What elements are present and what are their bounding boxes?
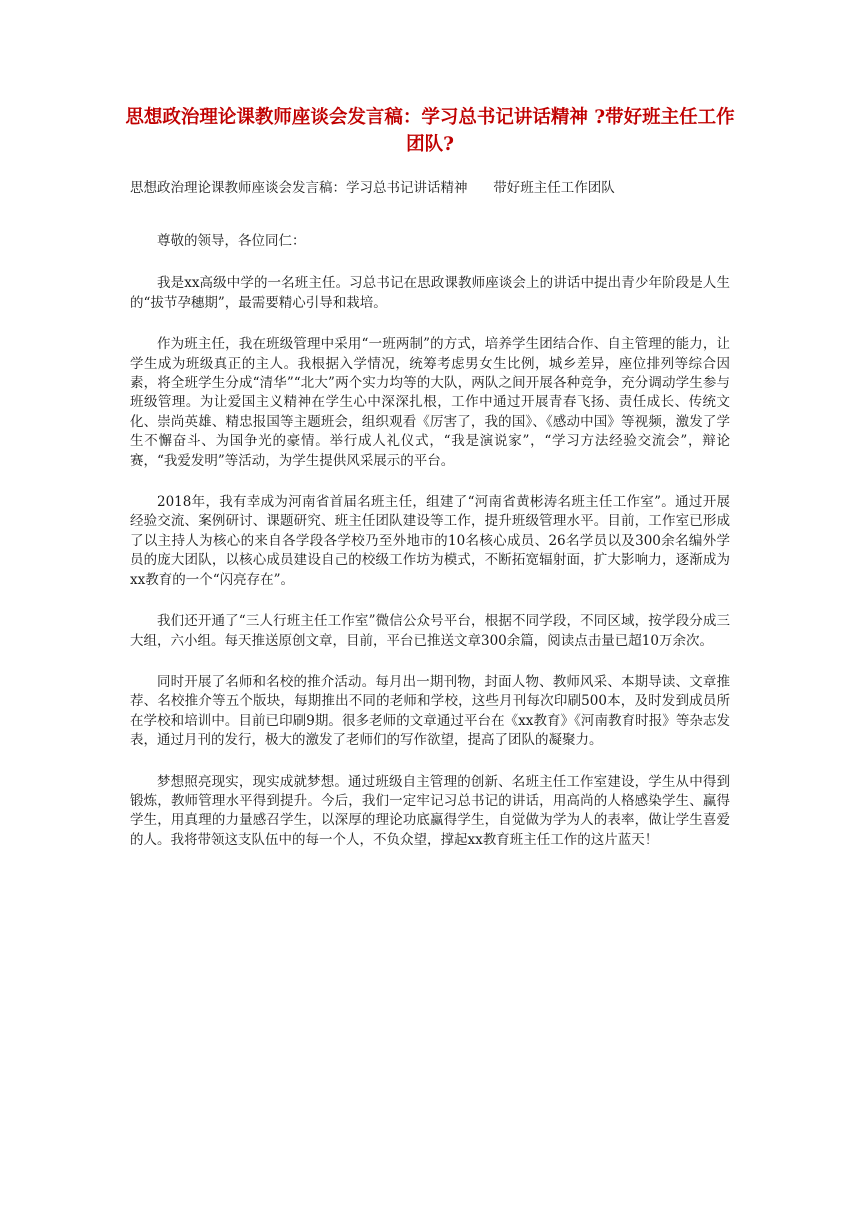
greeting-paragraph: 尊敬的领导，各位同仁： [157, 233, 306, 249]
body-paragraph: 我们还开通了“三人行班主任工作室”微信公众号平台，根据不同学段，不同区域，按学段分成三大组，六小组。每天推送原创文章，目前，平台已推送文章300余篇，阅读点击量已超10万余次。 [130, 613, 730, 649]
document-subtitle: 思想政治理论课教师座谈会发言稿：学习总书记讲话精神 带好班主任工作团队 [130, 180, 615, 196]
body-paragraph: 作为班主任，我在班级管理中采用“一班两制”的方式，培养学生团结合作、自主管理的能力，让学生成为班级真正的主人。我根据入学情况，统筹考虑男女生比例，城乡差异，座位排列等综合因素，将全班学生分成“清华”“北大”两个实力均等的大队，两队之间开展各种竞争，充分调动学生参与班级管理。为让爱国主义精神在学生心中深深扎根，工作中通过开展青春飞扬、责任成长、传统文化、崇尚英雄、精忠报国等主题班会，组织观看《厉害了，我的国》、《感动中国》等视频，激发了学生不懈奋斗、为国争光的豪情。举行成人礼仪式，“我是演说家”，“学习方法经验交流会”，辩论赛，“我爱发明”等活动，为学生提供风采展示的平台。 [130, 336, 730, 469]
body-paragraph: 我是xx高级中学的一名班主任。习总书记在思政课教师座谈会上的讲话中提出青少年阶段是人生的“拔节孕穗期”，最需要精心引导和栽培。 [130, 275, 730, 311]
closing-paragraph: 梦想照亮现实，现实成就梦想。通过班级自主管理的创新、名班主任工作室建设，学生从中得到锻炼，教师管理水平得到提升。今后，我们一定牢记习总书记的讲话，用高尚的人格感染学生、赢得学生，用真理的力量感召学生，以深厚的理论功底赢得学生，自觉做为学为人的表率，做让学生喜爱的人。我将带领这支队伍中的每一个人，不负众望，撑起xx教育班主任工作的这片蓝天！ [130, 773, 730, 848]
body-paragraph: 2018年，我有幸成为河南省首届名班主任，组建了“河南省黄彬涛名班主任工作室”。通过开展经验交流、案例研讨、课题研究、班主任团队建设等工作，提升班级管理水平。目前，工作室已形成了以主持人为核心的来自各学段各学校乃至外地市的10名核心成员、26名学员以及300余名编外学员的庞大团队，以核心成员建设自己的校级工作坊为模式，不断拓宽辐射面，扩大影响力，逐渐成为xx教育的一个“闪亮存在”。 [130, 494, 730, 588]
document-title: 思想政治理论课教师座谈会发言稿：学习总书记讲话精神 ?带好班主任工作团队? [125, 107, 735, 155]
document-body [130, 232, 730, 872]
body-paragraph: 同时开展了名师和名校的推介活动。每月出一期刊物，封面人物、教师风采、本期导读、文章推荐、名校推介等五个版块，每期推出不同的老师和学校，这些月刊每次印刷500本，及时发到成员所在学校和培训中。目前已印刷9期。很多老师的文章通过平台在《xx教育》《河南教育时报》等杂志发表，通过月刊的发行，极大的激发了老师们的写作欲望，提高了团队的凝聚力。 [130, 673, 730, 749]
